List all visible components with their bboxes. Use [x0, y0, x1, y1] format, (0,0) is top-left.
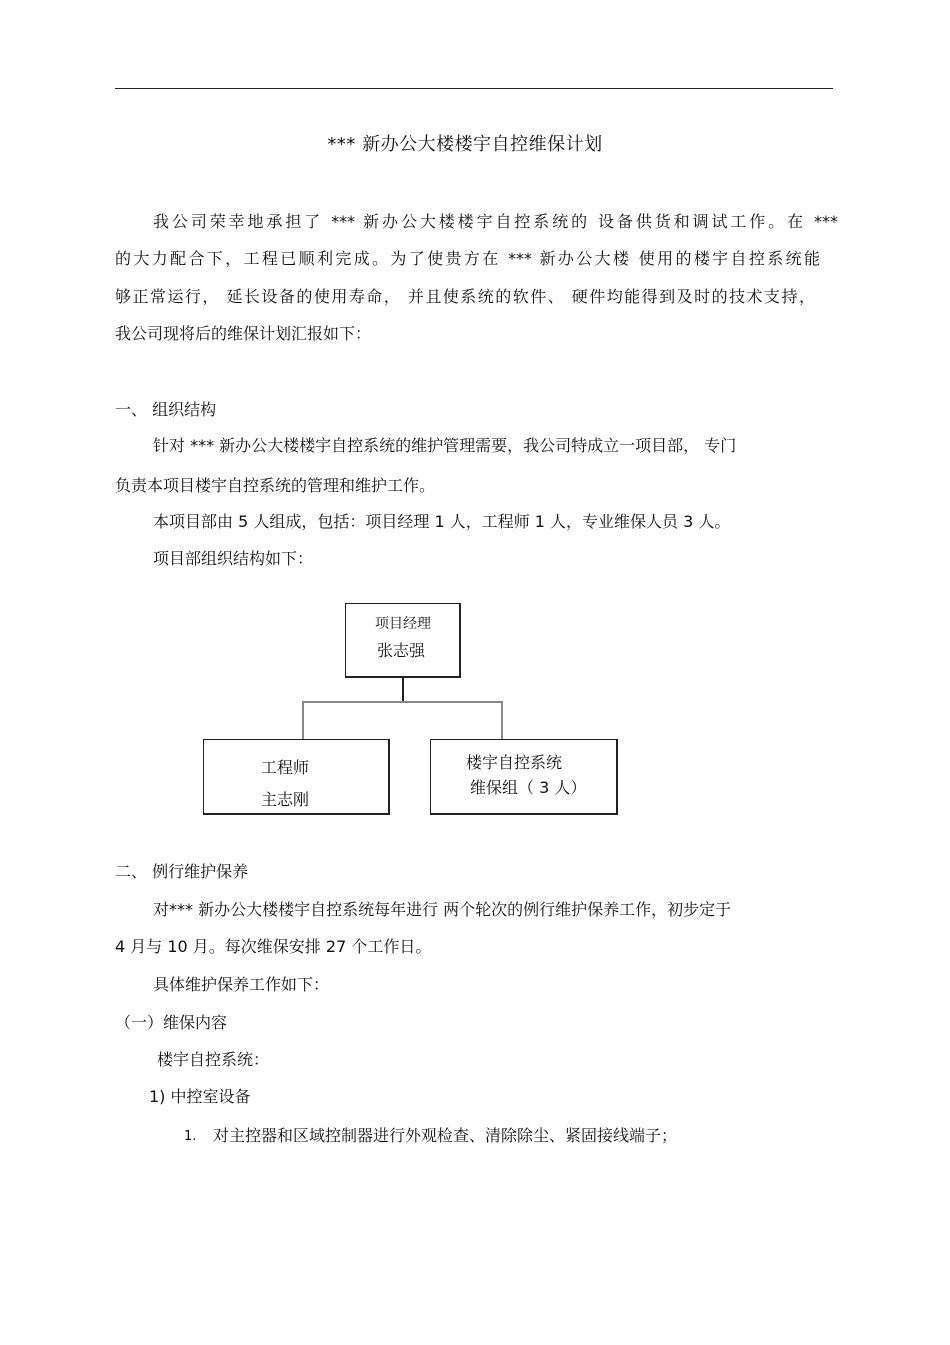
section2-heading: 二、 例行维护保养: [115, 862, 249, 881]
section1-line-2: 负责本项目楼宇自控系统的管理和维护工作。: [115, 476, 436, 495]
section1-line-1: 针对 *** 新办公大楼楼宇自控系统的维护管理需要，我公司特成立一项目部， 专门: [153, 436, 737, 455]
manager-box: [345, 603, 461, 678]
intro-line-1: 我公司荣幸地承担了 *** 新办公大楼楼宇自控系统的 设备供货和调试工作。在 ***: [153, 212, 838, 231]
connector-vertical-main: [402, 678, 404, 702]
connector-right: [501, 701, 503, 740]
section2-line-3: 具体维护保养工作如下：: [153, 975, 330, 994]
team-title: 楼宇自控系统: [466, 753, 563, 772]
intro-line-3: 够正常运行， 延长设备的使用寿命， 并且使系统的软件、 硬件均能得到及时的技术支持，: [115, 287, 815, 306]
section1-line-3: 本项目部由 5 人组成，包括：项目经理 1 人，工程师 1 人，专业维保人员 3 人。: [153, 512, 731, 531]
document-title: *** 新办公大楼楼宇自控维保计划: [327, 134, 603, 155]
engineer-title: 工程师: [261, 758, 310, 777]
intro-line-4: 我公司现将后的维保计划汇报如下：: [115, 324, 372, 343]
section2-line-2: 4 月与 10 月。每次维保安排 27 个工作日。: [115, 937, 432, 956]
manager-title: 项目经理: [375, 616, 431, 632]
connector-left: [302, 701, 304, 740]
manager-name: 张志强: [377, 641, 426, 660]
section1-line-4: 项目部组织结构如下：: [153, 549, 314, 568]
section2-line-1: 对*** 新办公大楼楼宇自控系统每年进行 两个轮次的例行维护保养工作，初步定于: [153, 900, 732, 919]
intro-line-2: 的大力配合下，工程已顺利完成。为了使贵方在 *** 新办公大楼 使用的楼宇自控系统能: [115, 249, 820, 268]
system-label: 楼宇自控系统：: [157, 1050, 270, 1069]
team-box: [430, 739, 618, 815]
list-item-1: 1) 中控室设备: [149, 1087, 251, 1106]
section1-heading: 一、 组织结构: [115, 400, 217, 419]
section2-subheading: （一）维保内容: [115, 1013, 228, 1032]
list-item-1-1-number: 1.: [184, 1129, 197, 1144]
engineer-name: 主志刚: [261, 790, 310, 809]
team-name: 维保组（ 3 人）: [470, 778, 587, 797]
header-rule: [115, 88, 833, 89]
connector-horizontal: [302, 701, 503, 703]
list-item-1-1: 对主控器和区域控制器进行外观检查、清除除尘、紧固接线端子；: [213, 1126, 678, 1145]
engineer-box: [203, 739, 390, 815]
